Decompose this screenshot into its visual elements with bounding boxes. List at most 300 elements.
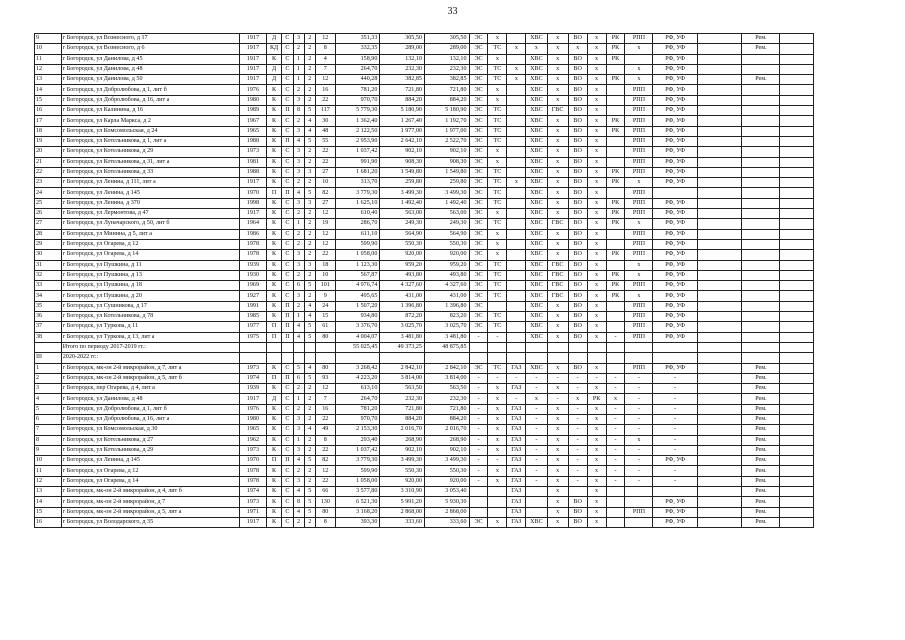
table-cell: 1917 xyxy=(240,64,267,74)
table-cell: 2 122,50 xyxy=(335,126,380,136)
table-cell: х xyxy=(568,44,587,54)
table-cell: 28 xyxy=(35,229,62,239)
table-cell: ГАЗ xyxy=(507,445,526,455)
table-cell: Рем. xyxy=(742,466,780,476)
table-cell: ЭС xyxy=(469,54,488,64)
table-cell xyxy=(742,64,780,74)
address-cell: г Богородск, ул Карла Маркса, д 2 xyxy=(61,116,239,126)
table-cell: РК xyxy=(606,198,625,208)
table-cell: С xyxy=(282,281,293,291)
table-cell: 563,50 xyxy=(380,384,425,394)
table-cell xyxy=(697,487,742,497)
table-cell: Рем. xyxy=(742,75,780,85)
table-cell xyxy=(488,507,507,517)
table-cell: 920,00 xyxy=(424,250,469,260)
table-cell xyxy=(507,250,526,260)
table-cell: ГАЗ xyxy=(507,517,526,527)
table-cell: ХВС xyxy=(526,363,547,373)
table-cell xyxy=(697,239,742,249)
table-cell: РПП xyxy=(625,312,653,322)
table-cell: 32 xyxy=(35,270,62,280)
table-cell: Рем. xyxy=(742,34,780,44)
table-cell xyxy=(742,178,780,188)
table-cell: х xyxy=(547,414,568,424)
table-cell: С xyxy=(282,497,293,507)
table-cell: - xyxy=(469,476,488,486)
table-cell: х xyxy=(488,147,507,157)
table-cell: ЭС xyxy=(469,270,488,280)
table-cell: 293,40 xyxy=(335,435,380,445)
table-cell: - xyxy=(653,373,698,383)
table-cell xyxy=(488,342,507,352)
table-cell: 2 642,10 xyxy=(380,136,425,146)
table-cell xyxy=(742,342,780,352)
table-cell: РФ, УФ xyxy=(653,250,698,260)
table-cell xyxy=(625,497,653,507)
table-cell: ТС xyxy=(488,322,507,332)
table-cell: К xyxy=(266,147,282,157)
table-row xyxy=(35,250,814,260)
table-cell: ЭС xyxy=(469,178,488,188)
table-cell: х xyxy=(587,219,606,229)
table-cell: х xyxy=(547,476,568,486)
table-cell xyxy=(697,64,742,74)
table-cell: х xyxy=(587,332,606,342)
table-cell: С xyxy=(282,116,293,126)
table-cell: РФ, УФ xyxy=(653,281,698,291)
table-cell: 26 xyxy=(35,209,62,219)
table-cell: РПП xyxy=(625,250,653,260)
table-cell: К xyxy=(266,487,282,497)
table-cell: РПП xyxy=(625,167,653,177)
table-cell: Рем. xyxy=(742,414,780,424)
table-cell: ВО xyxy=(568,322,587,332)
table-cell xyxy=(625,54,653,64)
table-cell: 3 481,80 xyxy=(380,332,425,342)
table-cell: РК xyxy=(606,219,625,229)
table-cell: - xyxy=(653,384,698,394)
table-cell: ВО xyxy=(568,312,587,322)
table-cell: 13 xyxy=(35,487,62,497)
table-cell: 2 xyxy=(304,239,315,249)
table-cell xyxy=(526,353,547,363)
table-cell: 55 xyxy=(315,136,335,146)
table-cell: 1978 xyxy=(240,239,267,249)
table-cell xyxy=(780,239,814,249)
table-cell: РФ, УФ xyxy=(653,239,698,249)
table-cell: РПП xyxy=(625,198,653,208)
table-cell: П xyxy=(282,136,293,146)
table-cell: ЭС xyxy=(469,95,488,105)
address-cell: г Богородск, пер Огарева, д 4, лит а xyxy=(61,384,239,394)
table-cell xyxy=(625,353,653,363)
table-cell xyxy=(507,209,526,219)
table-cell: С xyxy=(282,167,293,177)
table-cell: 5 xyxy=(304,106,315,116)
table-cell: РК xyxy=(606,250,625,260)
table-cell: 3 xyxy=(293,147,304,157)
table-cell: 48 875,85 xyxy=(424,342,469,352)
table-cell: 1917 xyxy=(240,178,267,188)
table-cell: 12 xyxy=(35,64,62,74)
table-cell xyxy=(547,353,568,363)
table-cell: 493,80 xyxy=(380,270,425,280)
table-cell: х xyxy=(587,106,606,116)
table-cell: х xyxy=(547,136,568,146)
table-cell: х xyxy=(547,435,568,445)
table-cell: 3 481,80 xyxy=(424,332,469,342)
address-cell: г Богородск, ул Ленина, д 111, лит а xyxy=(61,178,239,188)
table-cell xyxy=(780,136,814,146)
table-cell: П xyxy=(282,106,293,116)
table-cell xyxy=(606,487,625,497)
table-cell: 1 625,10 xyxy=(335,198,380,208)
table-cell xyxy=(507,54,526,64)
table-cell: 2 xyxy=(293,301,304,311)
table-cell: х xyxy=(547,116,568,126)
table-cell xyxy=(488,353,507,363)
table-cell xyxy=(507,126,526,136)
table-cell: х xyxy=(488,414,507,424)
address-cell: г Богородск, ул Добролюбова, д 16, лит а xyxy=(61,95,239,105)
table-cell xyxy=(606,147,625,157)
table-cell: С xyxy=(282,384,293,394)
table-cell: 1 362,40 xyxy=(335,116,380,126)
table-cell xyxy=(469,487,488,497)
table-cell: 1 549,80 xyxy=(424,167,469,177)
table-cell: - xyxy=(606,384,625,394)
table-cell: 2 xyxy=(293,116,304,126)
table-cell: РФ, УФ xyxy=(653,497,698,507)
table-cell: К xyxy=(266,363,282,373)
table-cell: 1917 xyxy=(240,394,267,404)
address-cell: г Богородск, ул Огарева, д 14 xyxy=(61,476,239,486)
table-cell: 1927 xyxy=(240,291,267,301)
table-cell: 1917 xyxy=(240,209,267,219)
table-cell: ТС xyxy=(488,219,507,229)
table-cell xyxy=(697,178,742,188)
table-cell xyxy=(507,239,526,249)
table-cell: 1988 xyxy=(240,167,267,177)
table-cell: ВО xyxy=(568,178,587,188)
table-cell xyxy=(697,322,742,332)
table-cell: 333,60 xyxy=(424,517,469,527)
table-cell: ХВС xyxy=(526,178,547,188)
table-cell: ТС xyxy=(488,363,507,373)
table-cell: - xyxy=(606,435,625,445)
table-cell: С xyxy=(282,64,293,74)
table-cell xyxy=(293,342,304,352)
table-cell: х xyxy=(488,209,507,219)
table-cell: 567,87 xyxy=(335,270,380,280)
table-cell: 19 xyxy=(35,136,62,146)
table-cell: ЭС xyxy=(469,116,488,126)
table-row xyxy=(35,373,814,383)
table-cell: х xyxy=(587,250,606,260)
table-cell: 2 016,70 xyxy=(424,425,469,435)
table-cell: х xyxy=(587,404,606,414)
table-cell: 3 xyxy=(293,445,304,455)
table-cell: 1973 xyxy=(240,147,267,157)
table-cell: С xyxy=(282,95,293,105)
table-cell: х xyxy=(547,517,568,527)
table-cell: 8 xyxy=(315,517,335,527)
table-cell: 351,33 xyxy=(335,34,380,44)
table-cell: 1917 xyxy=(240,75,267,85)
table-cell: ГВС xyxy=(547,260,568,270)
table-cell: С xyxy=(282,54,293,64)
table-cell: ГВС xyxy=(547,281,568,291)
table-cell: С xyxy=(282,476,293,486)
table-cell: ТС xyxy=(488,136,507,146)
table-cell: 2 xyxy=(304,157,315,167)
table-cell: РФ, УФ xyxy=(653,229,698,239)
table-cell: х xyxy=(587,198,606,208)
table-cell: 3 xyxy=(293,250,304,260)
table-cell xyxy=(526,497,547,507)
table-cell: 3 814,00 xyxy=(424,373,469,383)
table-cell: х xyxy=(625,219,653,229)
table-cell: 884,20 xyxy=(424,414,469,424)
table-cell: П xyxy=(282,188,293,198)
table-cell: Рем. xyxy=(742,435,780,445)
table-cell: - xyxy=(568,445,587,455)
table-cell: 8 xyxy=(293,497,304,507)
table-cell: х xyxy=(547,250,568,260)
table-cell: х xyxy=(587,239,606,249)
table-cell: РФ, УФ xyxy=(653,126,698,136)
table-cell: 2 xyxy=(304,85,315,95)
table-cell: - xyxy=(469,466,488,476)
table-cell: 991,90 xyxy=(335,157,380,167)
table-cell: х xyxy=(488,404,507,414)
table-cell: 1974 xyxy=(240,373,267,383)
table-cell: 1 123,30 xyxy=(335,260,380,270)
table-cell: х xyxy=(587,497,606,507)
table-cell: 55 025,45 xyxy=(335,342,380,352)
table-cell: ХВС xyxy=(526,322,547,332)
table-cell xyxy=(697,353,742,363)
table-cell: Рем. xyxy=(742,363,780,373)
table-cell: 2 xyxy=(304,404,315,414)
table-cell xyxy=(780,404,814,414)
table-cell: 823,20 xyxy=(424,312,469,322)
table-cell: Рем. xyxy=(742,404,780,414)
table-cell: 550,30 xyxy=(380,466,425,476)
table-cell: РФ, УФ xyxy=(653,116,698,126)
table-cell: Д xyxy=(266,34,282,44)
table-cell xyxy=(282,353,293,363)
table-cell: - xyxy=(653,414,698,424)
table-cell: 3 xyxy=(293,476,304,486)
table-cell: 2 xyxy=(293,270,304,280)
table-cell: ГАЗ xyxy=(507,414,526,424)
table-cell: ЭС xyxy=(469,322,488,332)
table-cell: 33 xyxy=(35,281,62,291)
table-cell: ТС xyxy=(488,198,507,208)
table-cell: х xyxy=(526,44,547,54)
table-cell: - xyxy=(469,332,488,342)
table-cell xyxy=(780,507,814,517)
table-cell: 12 xyxy=(315,209,335,219)
table-cell xyxy=(625,342,653,352)
table-cell: 4 xyxy=(293,456,304,466)
address-cell: г Богородск, ул Луначарского, д 50, лит б xyxy=(61,219,239,229)
table-cell: 22 xyxy=(315,476,335,486)
table-cell: 1 492,40 xyxy=(380,198,425,208)
table-cell: РФ, УФ xyxy=(653,260,698,270)
table-cell: х xyxy=(526,394,547,404)
table-cell xyxy=(606,229,625,239)
table-cell: х xyxy=(587,64,606,74)
table-cell: С xyxy=(282,219,293,229)
table-cell: 970,70 xyxy=(335,414,380,424)
table-cell: 934,80 xyxy=(335,312,380,322)
table-cell: 1 xyxy=(293,64,304,74)
table-cell: х xyxy=(488,445,507,455)
table-cell: РК xyxy=(606,34,625,44)
table-cell: - xyxy=(653,404,698,414)
table-cell: 2 153,30 xyxy=(335,425,380,435)
table-cell: 1917 xyxy=(240,44,267,54)
table-cell: РК xyxy=(606,178,625,188)
table-cell: РФ, УФ xyxy=(653,322,698,332)
table-cell: 4 xyxy=(293,188,304,198)
table-cell: ВО xyxy=(568,260,587,270)
table-cell: ХВС xyxy=(526,106,547,116)
table-cell: РФ, УФ xyxy=(653,270,698,280)
table-cell xyxy=(780,229,814,239)
table-cell: ХВС xyxy=(526,209,547,219)
table-cell: х xyxy=(507,178,526,188)
table-cell: х xyxy=(547,425,568,435)
table-cell: 22 xyxy=(35,167,62,177)
table-cell xyxy=(697,435,742,445)
table-cell: 431,00 xyxy=(380,291,425,301)
table-cell: РФ, УФ xyxy=(653,301,698,311)
table-cell: х xyxy=(625,64,653,74)
table-cell: ТС xyxy=(488,188,507,198)
table-cell xyxy=(547,342,568,352)
table-cell: 27 xyxy=(35,219,62,229)
table-cell: 884,20 xyxy=(380,95,425,105)
table-cell: 4 xyxy=(304,126,315,136)
table-cell: 1 xyxy=(293,435,304,445)
table-cell: 1973 xyxy=(240,363,267,373)
table-cell xyxy=(780,342,814,352)
table-cell xyxy=(507,260,526,270)
table-row xyxy=(35,322,814,332)
table-cell xyxy=(507,136,526,146)
table-cell: ТС xyxy=(488,44,507,54)
table-cell: 2 xyxy=(304,54,315,64)
table-cell xyxy=(697,116,742,126)
table-cell: Рем. xyxy=(742,507,780,517)
table-cell: х xyxy=(587,466,606,476)
table-row xyxy=(35,34,814,44)
table-cell: С xyxy=(282,157,293,167)
page-number: 33 xyxy=(447,6,458,17)
table-row xyxy=(35,209,814,219)
table-cell: К xyxy=(266,85,282,95)
table-row xyxy=(35,466,814,476)
table-cell: 93 xyxy=(315,373,335,383)
table-cell: 11 xyxy=(35,54,62,64)
table-cell: х xyxy=(488,85,507,95)
table-cell: 2 xyxy=(293,384,304,394)
table-cell: - xyxy=(568,373,587,383)
table-cell: 5 779,30 xyxy=(335,106,380,116)
table-cell: х xyxy=(625,270,653,280)
table-cell: ХВС xyxy=(526,229,547,239)
table-cell xyxy=(606,312,625,322)
table-cell xyxy=(742,54,780,64)
table-cell: 2 016,70 xyxy=(380,425,425,435)
table-cell: РФ, УФ xyxy=(653,34,698,44)
table-cell: ВО xyxy=(568,219,587,229)
table-cell: 305,50 xyxy=(424,34,469,44)
table-cell: х xyxy=(587,301,606,311)
table-cell: РФ, УФ xyxy=(653,178,698,188)
table-cell: ТС xyxy=(488,281,507,291)
table-cell: 6 xyxy=(293,281,304,291)
table-cell: 5 xyxy=(304,487,315,497)
table-cell: 20 xyxy=(35,147,62,157)
table-cell xyxy=(304,342,315,352)
table-cell: ГВС xyxy=(547,106,568,116)
table-cell: - xyxy=(606,456,625,466)
table-cell: 3 053,40 xyxy=(424,487,469,497)
table-cell: П xyxy=(282,312,293,322)
table-cell: ЭС xyxy=(469,75,488,85)
table-cell xyxy=(780,312,814,322)
table-cell: 2 xyxy=(304,291,315,301)
table-cell xyxy=(780,384,814,394)
table-cell: ВО xyxy=(568,75,587,85)
table-cell: 1973 xyxy=(240,497,267,507)
table-cell: ЭС xyxy=(469,157,488,167)
address-cell: г Богородск, ул Комсомольская, д 24 xyxy=(61,126,239,136)
table-cell: - xyxy=(625,476,653,486)
table-row xyxy=(35,270,814,280)
table-cell xyxy=(469,342,488,352)
table-cell xyxy=(780,219,814,229)
table-cell: 1965 xyxy=(240,126,267,136)
table-cell: С xyxy=(282,198,293,208)
table-row xyxy=(35,239,814,249)
table-row xyxy=(35,116,814,126)
table-row xyxy=(35,332,814,342)
table-row xyxy=(35,342,814,352)
table-cell: х xyxy=(488,384,507,394)
address-cell: г Богородск, ул Туркова, д 11 xyxy=(61,322,239,332)
table-cell: 12 xyxy=(35,476,62,486)
table-cell: 3 xyxy=(293,291,304,301)
table-cell: х xyxy=(587,363,606,373)
table-cell: ХВС xyxy=(526,126,547,136)
table-cell: С xyxy=(282,44,293,54)
table-cell: 4 xyxy=(304,363,315,373)
table-cell xyxy=(293,353,304,363)
table-cell: 1917 xyxy=(240,517,267,527)
table-cell xyxy=(507,219,526,229)
table-cell: 1939 xyxy=(240,260,267,270)
table-cell: х xyxy=(587,487,606,497)
table-cell: РПП xyxy=(625,85,653,95)
table-cell: ТС xyxy=(488,291,507,301)
table-cell: 2 xyxy=(304,466,315,476)
address-cell: г Богородск, ул Добролюбова, д 16, лит а xyxy=(61,414,239,424)
